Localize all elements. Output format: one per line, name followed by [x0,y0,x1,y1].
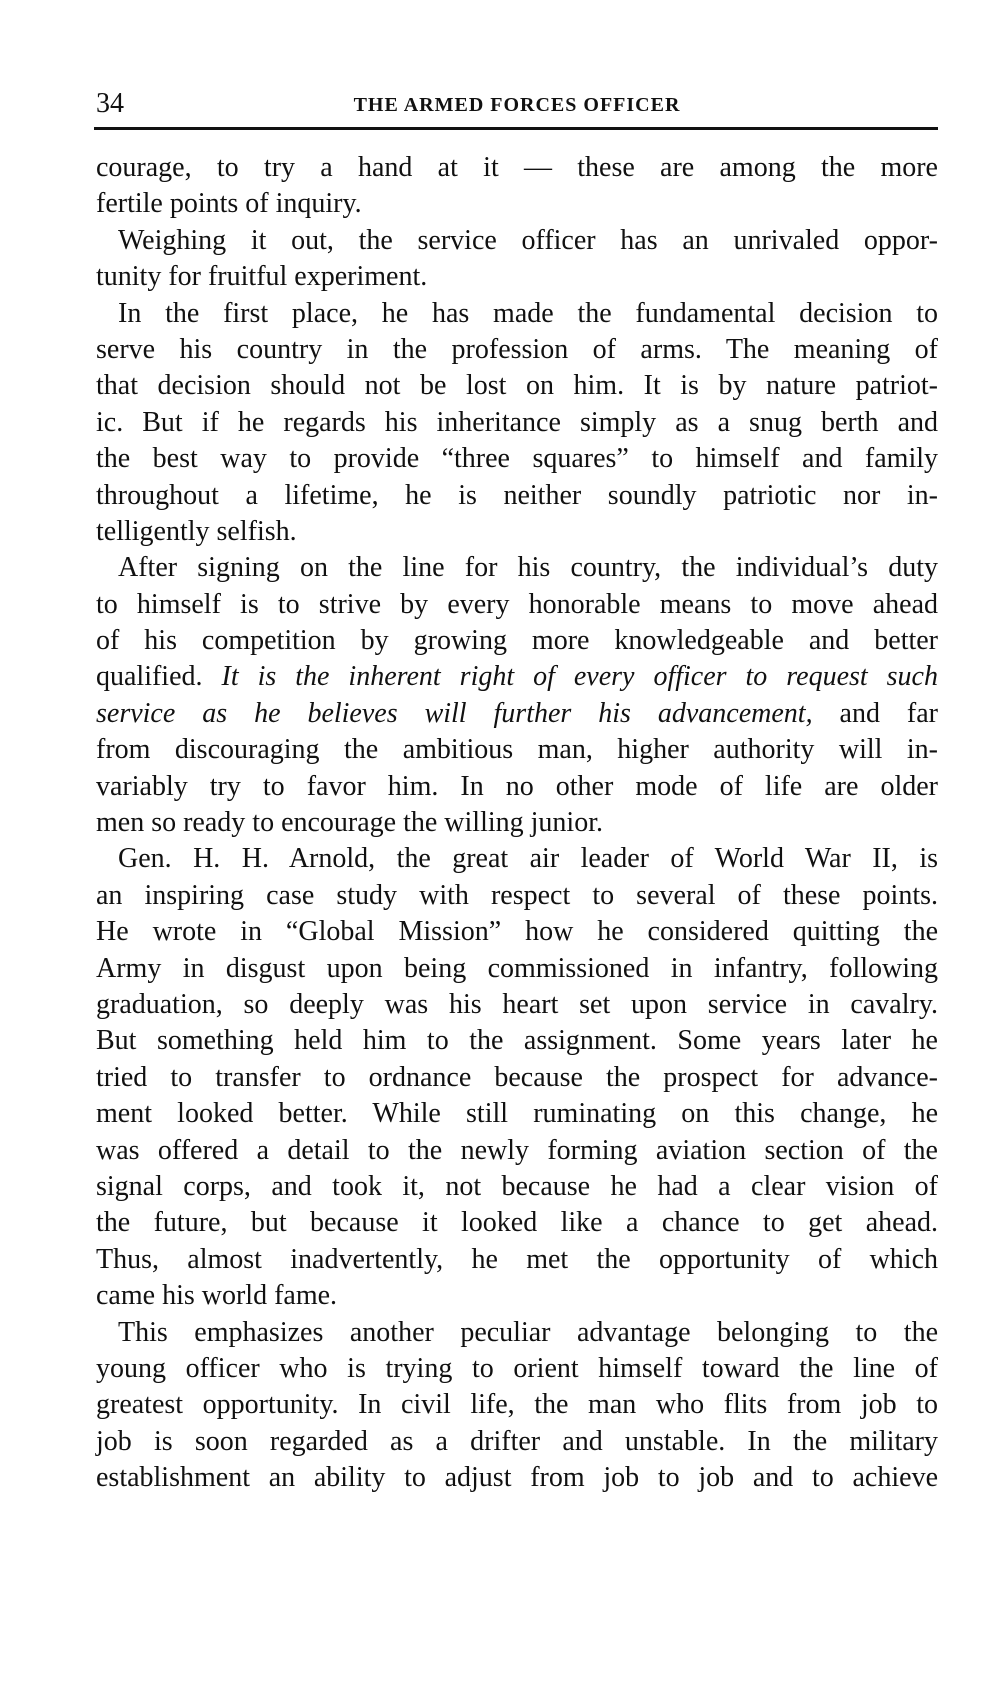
text-line: courage, to try a hand at it — these are among the more [96,152,938,183]
text-line: men so ready to encourage the willing junior. [96,807,603,839]
text-line: the best way to provide “three squares” to himself and family [96,443,938,475]
text-line: establishment an ability to adjust from job to job and to achieve [96,1462,938,1494]
text-line: ment looked better. While still ruminating on this change, he [96,1098,938,1130]
text-line: ic. But if he regards his inheritance simply as a snug berth and [96,406,938,438]
text-line: After signing on the line for his country, the individual’s duty [118,552,938,584]
text-line: Army in disgust upon being commissioned in infantry, following [96,952,938,984]
text-segment: and far [812,697,938,729]
italic-segment: service as he believes will further his advancement, [96,697,813,729]
text-line: to himself is to strive by every honorable means to move ahead [96,588,938,620]
text-line: fertile points of inquiry. [96,188,362,220]
text-line: young officer who is trying to orient himself toward the line of [96,1352,938,1384]
body-text [96,150,938,1496]
text-line: from discouraging the ambitious man, higher authority will in- [96,734,938,766]
text-line: tried to transfer to ordnance because the prospect for advance- [96,1061,938,1093]
text-line [96,659,938,695]
text-line: came his world fame. [96,1280,338,1312]
text-line: greatest opportunity. In civil life, the man who flits from job to [96,1389,938,1421]
text-line: the future, but because it looked like a chance to get ahead. [96,1207,938,1239]
text-line: throughout a lifetime, he is neither soundly patriotic nor in- [96,479,938,511]
text-line: This emphasizes another peculiar advantage belonging to the [118,1316,938,1348]
text-segment: qualified. [96,661,222,693]
text-line: of his competition by growing more knowledgeable and better [96,625,938,657]
text-line: Thus, almost inadvertently, he met the opportunity of which [96,1243,938,1275]
text-line: Gen. H. H. Arnold, the great air leader of World War II, is [118,843,938,875]
text-line: serve his country in the profession of arms. The meaning of [96,333,938,365]
italic-segment: It is the inherent right of every officer to request such [221,661,938,693]
text-line: job is soon regarded as a drifter and unstable. In the military [96,1425,938,1457]
text-line: But something held him to the assignment. Some years later he [96,1025,938,1057]
text-line [96,696,938,732]
text-line: signal corps, and took it, not because he had a clear vision of [96,1170,938,1202]
text-line: graduation, so deeply was his heart set upon service in cavalry. [96,988,938,1020]
page-number: 34 [96,88,124,119]
text-line: was offered a detail to the newly forming aviation section of the [96,1134,938,1166]
text-line: that decision should not be lost on him. It is by nature patriot- [96,370,938,402]
text-line: Weighing it out, the service officer has an unrivaled oppor- [118,224,938,256]
text-line: variably try to favor him. In no other mode of life are older [96,770,938,802]
text-line: an inspiring case study with respect to several of these points. [96,879,938,911]
text-line: telligently selfish. [96,515,297,547]
text-line: He wrote in “Global Mission” how he considered quitting the [96,916,938,948]
text-line: In the first place, he has made the fundamental decision to [118,297,938,329]
text-line: tunity for fruitful experiment. [96,261,428,293]
running-title: THE ARMED FORCES OFFICER [353,94,681,116]
header-rule [94,127,938,130]
